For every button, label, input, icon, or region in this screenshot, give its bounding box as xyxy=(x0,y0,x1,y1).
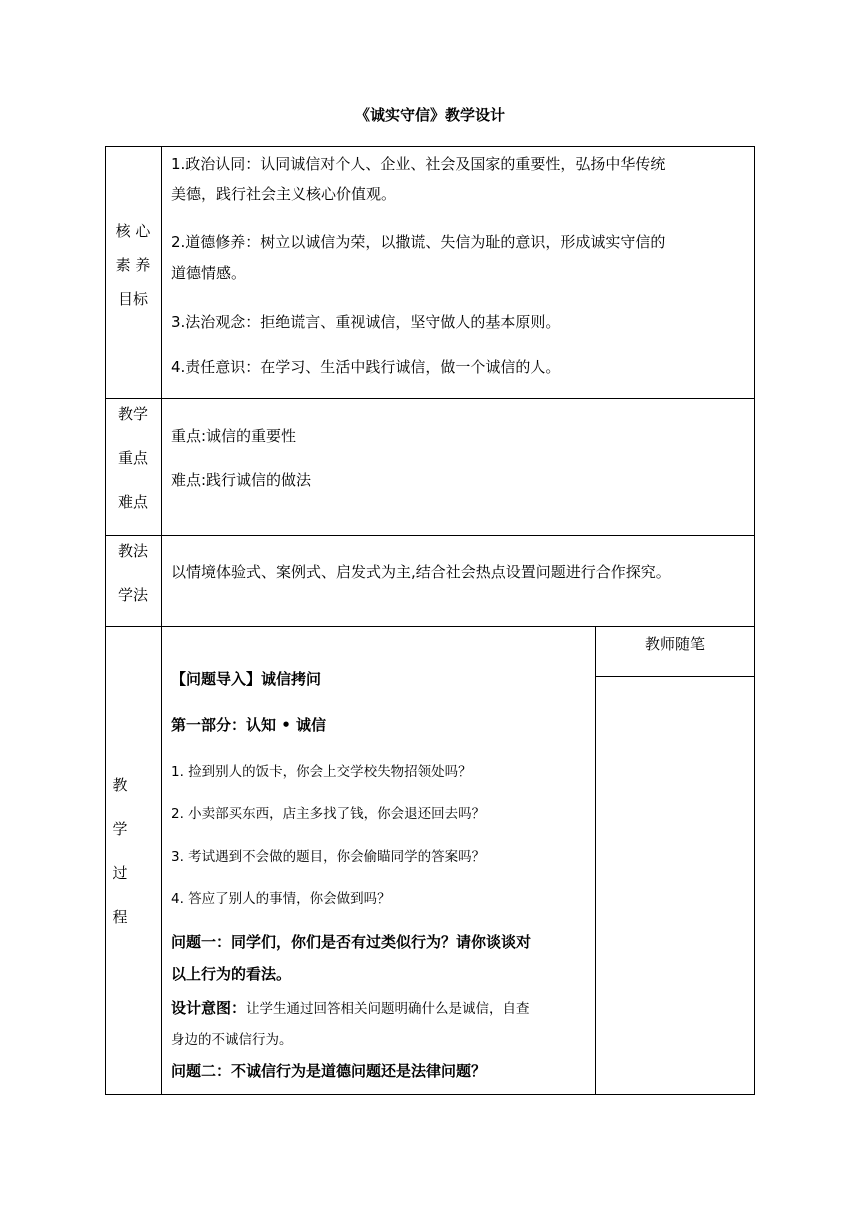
goal-text-line: 2.道德修养：树立以诚信为荣，以撒谎、失信为耻的意识，形成诚实守信的 xyxy=(171,233,666,251)
row-label-line: 核 心 xyxy=(115,222,151,240)
part-one-heading: 第一部分：认知 • 诚信 xyxy=(171,716,327,734)
row-label-line: 教 xyxy=(112,776,128,794)
goal-text-line: 3.法治观念：拒绝谎言、重视诚信，坚守做人的基本原则。 xyxy=(171,313,561,331)
question-one-continued: 以上行为的看法。 xyxy=(171,965,292,983)
row-label-line: 目标 xyxy=(117,290,148,308)
question-item: 3. 考试遇到不会做的题目，你会偷瞄同学的答案吗？ xyxy=(171,849,486,865)
row-label-line: 教法 xyxy=(117,542,148,560)
design-intent xyxy=(171,997,530,1018)
row-label-line: 教学 xyxy=(117,405,148,423)
goal-text-line: 道德情感。 xyxy=(171,264,247,282)
design-intent-text: 让学生通过回答相关问题明确什么是诚信，自查 xyxy=(246,1001,530,1017)
goal-text-line: 美德，践行社会主义核心价值观。 xyxy=(171,185,397,203)
methods-text: 以情境体验式、案例式、启发式为主,结合社会热点设置问题进行合作探究。 xyxy=(171,563,671,581)
question-two: 问题二：不诚信行为是道德问题还是法律问题？ xyxy=(171,1062,487,1080)
design-intent-label: 设计意图： xyxy=(171,999,247,1017)
difficult-point: 难点:践行诚信的做法 xyxy=(171,471,312,489)
goal-text-line: 4.责任意识：在学习、生活中践行诚信，做一个诚信的人。 xyxy=(171,358,561,376)
intro-heading: 【问题导入】诚信拷问 xyxy=(171,670,322,688)
row-label-line: 过 xyxy=(112,864,128,882)
goal-text-line: 1.政治认同：认同诚信对个人、企业、社会及国家的重要性，弘扬中华传统 xyxy=(171,155,666,173)
teacher-notes-header: 教师随笔 xyxy=(644,635,705,653)
row-label-line: 素 养 xyxy=(115,256,151,274)
row-label-line: 学法 xyxy=(117,586,148,604)
row-label-line: 学 xyxy=(112,820,128,838)
row-label-line: 难点 xyxy=(117,493,148,511)
question-one: 问题一：同学们，你们是否有过类似行为？请你谈谈对 xyxy=(171,933,532,951)
question-item: 2. 小卖部买东西，店主多找了钱，你会退还回去吗？ xyxy=(171,806,486,822)
question-item: 4. 答应了别人的事情，你会做到吗？ xyxy=(171,891,391,907)
design-intent-continued: 身边的不诚信行为。 xyxy=(171,1032,293,1048)
row-label-line: 重点 xyxy=(117,449,148,467)
document-title: 《诚实守信》教学设计 xyxy=(354,106,505,124)
question-item: 1. 捡到别人的饭卡，你会上交学校失物招领处吗？ xyxy=(171,764,472,780)
key-point: 重点:诚信的重要性 xyxy=(171,427,297,445)
row-label-line: 程 xyxy=(112,908,128,926)
